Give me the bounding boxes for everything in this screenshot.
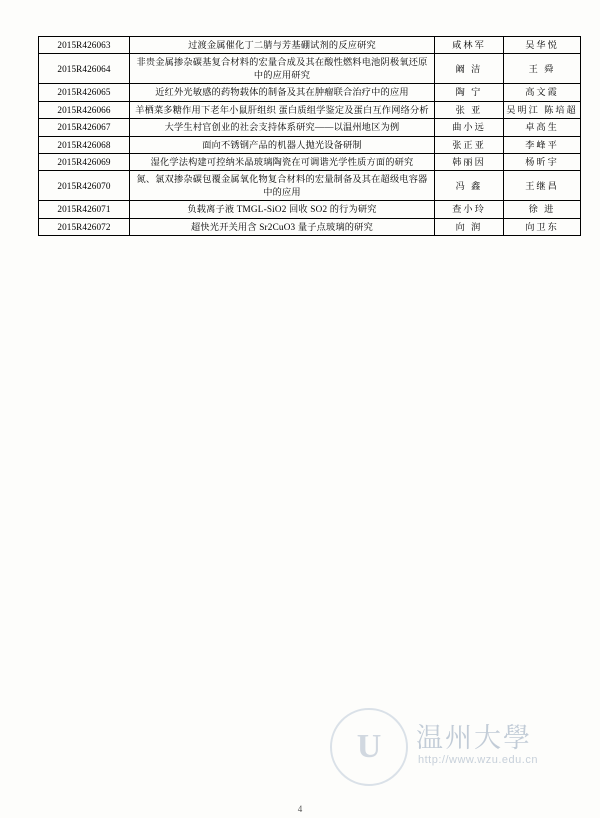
cell-project-title: 面向不锈钢产品的机器人抛光设备研制 [130, 136, 435, 153]
cell-project-code: 2015R426071 [39, 201, 130, 218]
cell-project-teacher: 王继昌 [504, 171, 581, 201]
cell-project-teacher: 吴华悦 [504, 37, 581, 54]
cell-project-leader: 阚 洁 [435, 54, 504, 84]
cell-project-teacher: 徐 进 [504, 201, 581, 218]
cell-project-code: 2015R426068 [39, 136, 130, 153]
cell-project-leader: 查小玲 [435, 201, 504, 218]
table-row [39, 218, 581, 235]
seal-letter: U [356, 728, 382, 765]
cell-project-code: 2015R426064 [39, 54, 130, 84]
cell-project-code: 2015R426069 [39, 153, 130, 170]
table-row [39, 54, 581, 84]
cell-project-teacher: 吴明江 陈培超 [504, 101, 581, 118]
table-row [39, 136, 581, 153]
cell-project-teacher: 王 舜 [504, 54, 581, 84]
cell-project-leader: 张 亚 [435, 101, 504, 118]
cell-project-leader: 韩丽因 [435, 153, 504, 170]
watermark [330, 700, 570, 790]
university-seal-icon [330, 708, 408, 786]
cell-project-title: 大学生村官创业的社会支持体系研究——以温州地区为例 [130, 119, 435, 136]
cell-project-title: 近红外光敏感的药物载体的制备及其在肿瘤联合治疗中的应用 [130, 84, 435, 101]
page-number: 4 [297, 804, 303, 814]
cell-project-leader: 冯 鑫 [435, 171, 504, 201]
cell-project-leader: 陶 宁 [435, 84, 504, 101]
cell-project-teacher: 向卫东 [504, 218, 581, 235]
watermark-title: 温州大學 [416, 723, 532, 753]
cell-project-title: 过渡金属催化丁二腈与芳基硼试剂的反应研究 [130, 37, 435, 54]
cell-project-teacher: 高文霞 [504, 84, 581, 101]
table-row [39, 101, 581, 118]
cell-project-leader: 咸林军 [435, 37, 504, 54]
table-row [39, 37, 581, 54]
cell-project-code: 2015R426070 [39, 171, 130, 201]
cell-project-title: 湿化学法构建可控纳米晶玻璃陶瓷在可调谐光学性质方面的研究 [130, 153, 435, 170]
cell-project-code: 2015R426067 [39, 119, 130, 136]
cell-project-teacher: 杨昕宇 [504, 153, 581, 170]
cell-project-title: 非贵金属掺杂碳基复合材料的宏量合成及其在酸性燃料电池阴极氧还原中的应用研究 [130, 54, 435, 84]
cell-project-code: 2015R426066 [39, 101, 130, 118]
table-row [39, 119, 581, 136]
cell-project-code: 2015R426072 [39, 218, 130, 235]
watermark-url: http://www.wzu.edu.cn [418, 754, 538, 766]
table-row [39, 171, 581, 201]
cell-project-title: 羊栖菜多糖作用下老年小鼠肝组织 蛋白质组学鉴定及蛋白互作网络分析 [130, 101, 435, 118]
table-row [39, 84, 581, 101]
project-table-container [38, 36, 578, 236]
cell-project-code: 2015R426065 [39, 84, 130, 101]
cell-project-title: 超快光开关用含 Sr2CuO3 量子点玻璃的研究 [130, 218, 435, 235]
cell-project-title: 负载离子液 TMGL-SiO2 回收 SO2 的行为研究 [130, 201, 435, 218]
cell-project-teacher: 卓高生 [504, 119, 581, 136]
cell-project-leader: 向 润 [435, 218, 504, 235]
cell-project-code: 2015R426063 [39, 37, 130, 54]
cell-project-leader: 曲小远 [435, 119, 504, 136]
table-row [39, 201, 581, 218]
cell-project-teacher: 李峰平 [504, 136, 581, 153]
cell-project-leader: 张正亚 [435, 136, 504, 153]
cell-project-title: 氮、氯双掺杂碳包覆金属氧化物复合材料的宏量制备及其在超级电容器中的应用 [130, 171, 435, 201]
table-row [39, 153, 581, 170]
project-table [38, 36, 581, 236]
project-table-body [39, 37, 581, 236]
